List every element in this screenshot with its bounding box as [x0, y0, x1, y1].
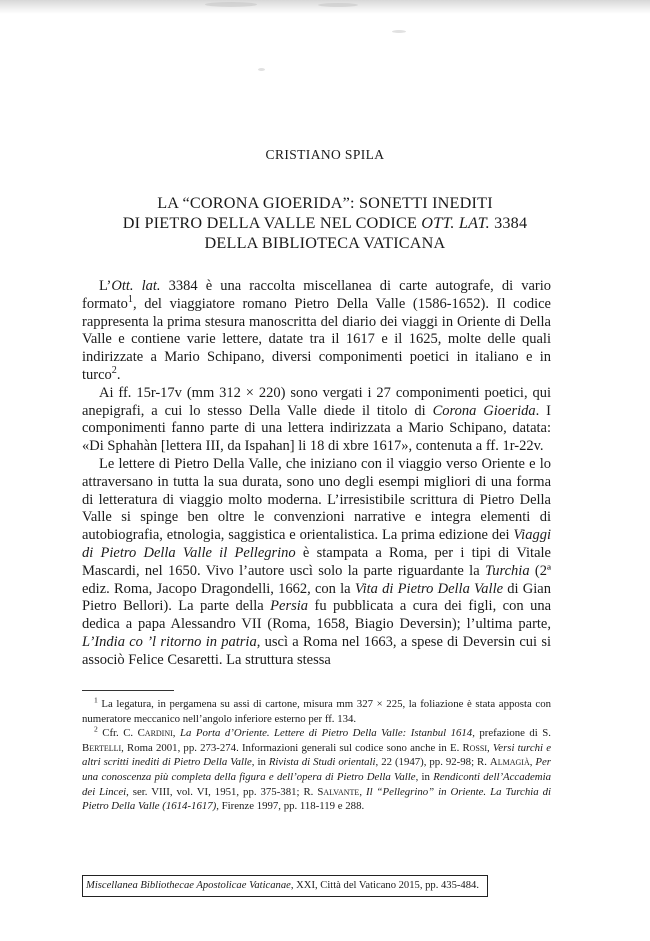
scan-smudge: [258, 68, 265, 71]
text-run: , ser. VIII, vol. VI, 1951, pp. 375-381; R.: [126, 785, 318, 798]
text-run: ,: [529, 756, 536, 769]
author-surname: Rossi: [462, 741, 487, 754]
citation-box: [82, 875, 488, 897]
title-line-2: [0, 213, 650, 233]
text-run: , in: [415, 770, 434, 783]
title-line-3: DELLA BIBLIOTECA VATICANA: [204, 234, 446, 252]
work-title: La Porta d’Oriente. Lettere di Pietro Della Valle: Istanbul 1614: [179, 727, 473, 740]
text-run: Le lettere di Pietro Della Valle, che iniziano con il viaggio verso Oriente e lo attraversano in tutta la sua durata, sono uno degli esempi migliori di una forma di letteratura di viaggio molto moderna. L’irresistibile scrittura di Pietro Della Valle si spinge ben oltre le convenzioni narrative e integra elementi di autobiografia, etnologia, saggistica e orientalistica. La prima edizione dei: [82, 455, 551, 544]
scan-shadow: [0, 0, 650, 14]
text-run: .: [116, 366, 121, 383]
footnote-ref-2[interactable]: 2: [111, 365, 117, 377]
text-run: (2ª ediz. Roma, Jacopo Dragondelli, 1662, con la: [82, 562, 551, 597]
text-run-italic: Ott. lat.: [111, 278, 161, 294]
title-line-2-a: DI PIETRO DELLA VALLE NEL CODICE: [122, 214, 422, 232]
text-run-italic: L’India co ’l ritorno in patria: [82, 633, 257, 650]
text-run-italic: Persia: [270, 598, 309, 615]
title-line-2-italic: OTT. LAT.: [421, 214, 490, 232]
text-run: , Roma 2001, pp. 273-274. Informazioni generali sul codice sono anche in E.: [121, 741, 463, 754]
title-line-1: LA “CORONA GIOERIDA”: SONETTI INEDITI: [157, 194, 493, 212]
author-surname: Salvante: [317, 785, 360, 798]
text-run-italic: Turchia: [484, 562, 530, 579]
text-run: ,: [487, 741, 493, 754]
text-run: , del viaggiatore romano Pietro Della Valle (1586-1652). Il codice rappresenta la prima stesura manoscritta del diario dei viaggi in Oriente di Della Valle e contiene varie lettere, datate tra il 1617 e il 1625, molte delle quali indirizzate a Mario Schipano, diversi componimenti poetici in italiano e in turco: [82, 295, 551, 383]
text-run: ,: [359, 785, 366, 798]
text-run: di Gian Pietro Bellori). La parte della: [82, 580, 551, 615]
text-run: , Firenze 1997, pp. 118-119 e 288.: [216, 800, 365, 813]
footnote-separator: [82, 690, 174, 691]
text-run: Ai ff. 15r-17v (mm 312 × 220) sono vergati i 27 componimenti poetici, qui anepigrafi, a cui lo stesso Della Valle diede il titolo di: [82, 384, 551, 419]
text-run: , uscì a Roma nel 1663, a spese di Deversin cui si associò Felice Cesaretti. La struttura stessa: [82, 633, 552, 668]
paragraph-2: [82, 385, 551, 456]
paragraph-1: [82, 278, 551, 385]
author-name: CRISTIANO SPILA: [265, 147, 385, 162]
article-title: [0, 193, 650, 253]
text-run: fu pubblicata a cura dei figli, con una dedica a papa Alessandro VII (Roma, 1658, Biagio Deversin); l’ultima parte,: [82, 598, 551, 633]
work-title: Versi turchi e altri scritti inediti di Pietro Della Valle: [82, 741, 551, 769]
text-run: è stampata a Roma, per i tipi di Vitale Mascardi, nel 1650. Vivo l’autore uscì solo la parte riguardante la: [82, 544, 551, 579]
body-text: [82, 278, 551, 670]
footnote-number: 2: [94, 724, 98, 734]
text-run: , prefazione di S.: [472, 727, 551, 740]
text-run: 3384 è una raccolta miscellanea di carte autografe, di vario formato: [82, 278, 551, 312]
paragraph-3: [82, 456, 551, 670]
footnote-text: La legatura, in pergamena su assi di cartone, misura mm 327 × 225, la foliazione è stata apposta con numeratore meccanico nell’angolo inferiore esterno per ff. 134.: [82, 698, 551, 725]
scan-smudge: [392, 30, 406, 33]
work-title: Per una conoscenza più completa della figura e dell’opera di Pietro Della Valle: [82, 756, 551, 783]
text-run-italic: Vita di Pietro Della Valle: [354, 580, 504, 597]
text-run: ,: [172, 727, 180, 740]
journal-title: Rivista di Studi orientali: [268, 756, 376, 769]
author-surname: Almagià: [489, 756, 530, 769]
text-run-italic: Corona Gioerida: [432, 402, 536, 419]
author-surname: Cardini: [137, 727, 173, 740]
footnote-1: [82, 697, 551, 726]
footnote-2: [82, 726, 551, 814]
footnote-number: 1: [94, 695, 98, 705]
text-run: Cfr. C.: [97, 727, 138, 740]
scan-smudge: [205, 2, 257, 7]
text-run: . I componimenti fanno parte di una lettera indirizzata a Mario Schipano, datata: «Di Sphahàn [lettera III, da Ispahan] li 18 di xbre 1617», contenuta a ff. 1r-22v.: [82, 402, 551, 455]
text-run-italic: Viaggi di Pietro Della Valle il Pellegrino: [82, 527, 551, 561]
journal-name: Miscellanea Bibliothecae Apostolicae Vaticanae: [86, 880, 291, 891]
footnotes: [82, 697, 551, 814]
text-run: , in: [251, 756, 269, 769]
scan-smudge: [318, 3, 358, 7]
citation-details: , XXI, Città del Vaticano 2015, pp. 435-484.: [290, 880, 479, 891]
journal-title: Rendiconti dell’Accademia dei Lincei: [82, 770, 552, 798]
title-line-2-b: 3384: [489, 214, 528, 232]
footnote-ref-1[interactable]: 1: [127, 293, 133, 305]
author-surname: Bertelli: [82, 741, 122, 754]
text-run: , 22 (1947), pp. 92-98; R.: [375, 756, 490, 769]
text-run: L’: [99, 278, 112, 294]
work-title: Il “Pellegrino” in Oriente. La Turchia di Pietro Della Valle (1614-1617): [82, 785, 552, 813]
